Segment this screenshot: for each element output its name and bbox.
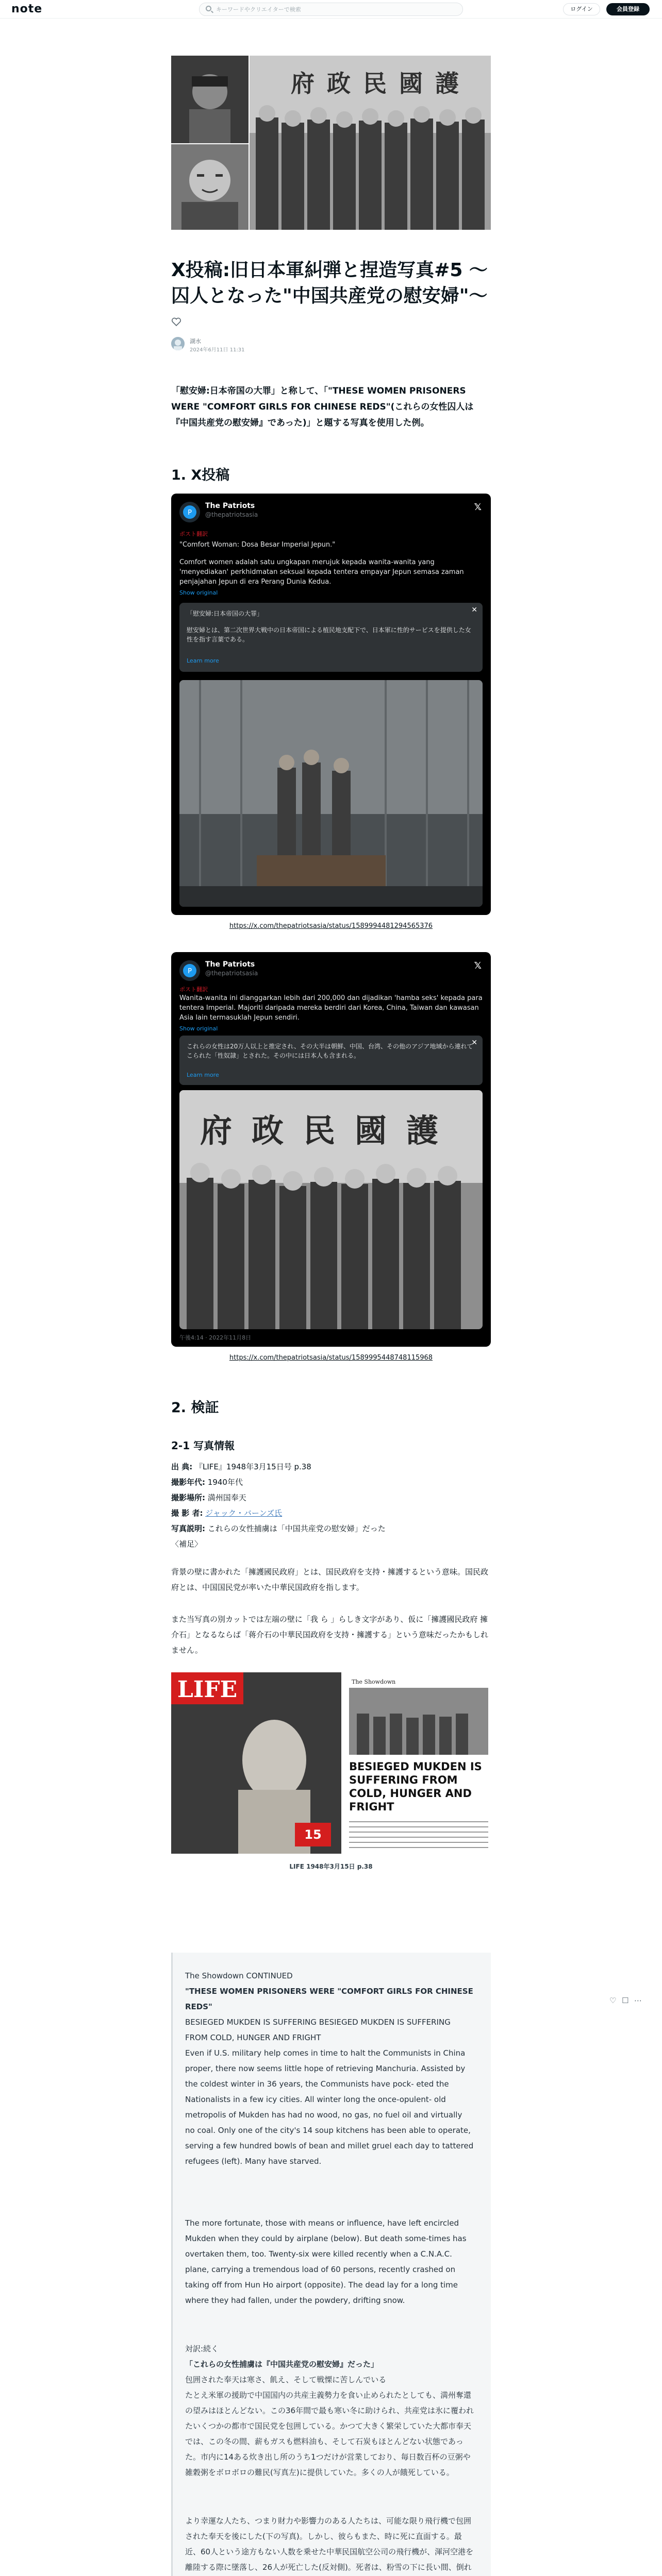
embedded-tweet-1[interactable] <box>171 494 491 915</box>
publish-date: 2024年6月11日 11:31 <box>190 347 245 353</box>
svg-text:政: 政 <box>252 1112 284 1149</box>
tweet-text: Wanita-wanita ini dianggarkan lebih dari 200,000 dan dijadikan 'hamba seks' kepada para tentera Imperial. Majoriti daripada mereka berdiri dari Korea, China, Taiwan dan kawasan Asia lain termasuklah Jepun sendiri. <box>179 994 483 1022</box>
quote-p8: 包囲された奉天は寒さ、飢え、そして戦慄に苦しんでいる <box>185 2375 387 2384</box>
svg-text:政: 政 <box>327 70 351 97</box>
note-logo[interactable]: note <box>11 3 43 15</box>
tweet-show-original[interactable]: Show original <box>179 589 218 596</box>
article-title: X投稿:旧日本軍糾弾と捏造写真#5 〜囚人となった"中国共産党の慰安婦"〜 <box>171 260 488 307</box>
svg-text:P: P <box>188 509 192 517</box>
svg-text:護: 護 <box>406 1112 439 1149</box>
hero-photo-main <box>250 56 491 230</box>
quote-p5: The more fortunate, those with means or influence, have left encircled Mukden when they could by airplane (below). But death some-times has overtaken them, too. Twenty-six were killed recently when a C.N.A.C. plane, carrying a tremendous load of 60 persons, recently crashed on taking off from Hun Ho airport (opposite). The dead lay for a long time where they had fallen, under the powdery, drifting snow. <box>185 2218 467 2305</box>
tweet-show-original[interactable]: Show original <box>179 1025 218 1032</box>
info-source-label: 出 典: <box>171 1462 193 1471</box>
note-learn-more[interactable]: Learn more <box>187 657 219 664</box>
comment-icon[interactable]: ☐ <box>622 1996 629 2005</box>
tweet-text-1: "Comfort Woman: Dosa Besar Imperial Jepun." <box>179 541 336 549</box>
svg-text:民: 民 <box>363 70 387 97</box>
close-icon[interactable]: ✕ <box>471 606 477 614</box>
heart-icon[interactable]: ♡ <box>609 1996 617 2005</box>
tweet-avatar <box>179 502 200 522</box>
info-source-row <box>171 1459 491 1475</box>
heart-icon[interactable] <box>171 317 181 327</box>
quote-p9: たとえ米軍の援助で中国国内の共産主義勢力を食い止められたとしても、満州奪還の望みはほとんどない。この36年間で最も寒い冬に助けられ、共産党は氷に覆われたいくつかの都市で国民党を包囲している。かつて大きく繁栄していた大都市奉天では、この冬の間、薪もガスも燃料油も、そして石炭もほとんどない状態であった。市内に14ある炊き出し所のうち1つだけが営業しており、毎日数百杯の豆粥や雑穀粥をボロボロの難民(写真左)に提供していた。多くの人が餓死している。 <box>185 2391 474 2477</box>
lead-paragraph: 「慰安婦:日本帝国の大罪」と称して、「"THESE WOMEN PRISONERS WERE "COMFORT GIRLS FOR CHINESE REDS"(これらの女性囚人は『中国共産党の慰安婦』であった)」と題する写真を使用した例。 <box>171 386 474 428</box>
tweet-translate-flag: ポスト翻訳 <box>179 986 208 993</box>
quote-p7: 「これらの女性捕虜は『中国共産党の慰安婦』だった」 <box>185 2360 379 2369</box>
note-body: 慰安婦とは、第二次世界大戦中の日本帝国による植民地支配下で、日本軍に性的サービスを提供した女性を指す言葉である。 <box>187 626 471 643</box>
svg-text:國: 國 <box>399 70 423 97</box>
note-title: 「慰安婦:日本帝国の大罪」 <box>187 610 263 617</box>
embedded-tweet-2[interactable] <box>171 952 491 1347</box>
info-source-value: 『LIFE』1948年3月15日号 p.38 <box>195 1462 311 1471</box>
tweet-timestamp[interactable]: 午後4:14 · 2022年11月8日 <box>179 1334 252 1341</box>
tweet-text-2: Comfort women adalah satu ungkapan merujuk kepada wanita-wanita yang 'menyediakan' perkhidmatan seksual kepada tentera empayar Jepun semasa zaman penjajahan Jepun di era Perang Dunia Kedua. <box>179 558 464 586</box>
quote-p4: Even if U.S. military help comes in time to halt the Communists in China proper, there now seems little hope of retrieving Manchuria. Assisted by the coldest winter in 36 years, the Communists have pock- eted the Nationalists in a few icy cities. All winter long the once-opulent- old metropolis of Mukden has had no wood, no gas, no fuel oil and virtually no coal. Only one of the city's 14 soup kitchens has been able to operate, serving a few hundred bowls of bean and millet gruel each day to tattered refugees (left). Many have starved. <box>185 2048 474 2166</box>
photographer-link[interactable]: ジャック・バーンズ氏 <box>205 1509 283 1518</box>
tweet-2-url-link[interactable]: https://x.com/thepatriotsasia/status/1589995448748115968 <box>229 1354 433 1362</box>
quote-p6: 対訳:続く <box>185 2344 219 2353</box>
svg-text:民: 民 <box>303 1112 336 1149</box>
tweet-2-photo[interactable] <box>179 1090 483 1329</box>
login-button[interactable]: ログイン <box>563 3 600 15</box>
author-avatar[interactable] <box>171 337 185 350</box>
close-icon[interactable]: ✕ <box>471 1039 477 1047</box>
svg-text:P: P <box>188 968 192 975</box>
section-2-heading: 2. 検証 <box>171 1400 219 1416</box>
info-caption-value: これらの女性捕虜は「中国共産党の慰安婦」だった <box>207 1524 386 1533</box>
life-caption: LIFE 1948年3月15日 p.38 <box>289 1863 373 1870</box>
supplement-paragraph-2: また当写真の別カットでは左端の壁に「我 ら 」らしき文字があり、仮に「擁護國民政府 擁介石」となるならば「蒋介石の中華民国政府を支持・擁護する」という意味だったかもしれません。 <box>171 1615 489 1655</box>
svg-text:府: 府 <box>291 70 315 97</box>
info-supplement: 〈補足〉 <box>171 1539 203 1549</box>
note-body: これらの女性は20万人以上と推定され、その大半は朝鮮、中国、台湾、その他のアジア地域から連れてこられた「性奴隷」とされた。その中には日本人も含まれる。 <box>187 1043 473 1059</box>
hero-photo-bottom-left <box>171 144 249 230</box>
svg-text:護: 護 <box>435 70 459 97</box>
tweet-avatar <box>179 960 200 981</box>
tweet-name[interactable]: The Patriots <box>205 960 255 969</box>
info-year-label: 撮影年代: <box>171 1478 205 1487</box>
quote-p1: The Showdown CONTINUED <box>185 1971 293 1980</box>
x-logo-icon[interactable]: 𝕏 <box>474 502 482 513</box>
photo-info-block <box>171 1459 491 1552</box>
info-photographer-label: 撮 影 者: <box>171 1509 203 1518</box>
svg-text:國: 國 <box>355 1112 387 1149</box>
info-year-value: 1940年代 <box>207 1478 243 1487</box>
tweet-1-url-link[interactable]: https://x.com/thepatriotsasia/status/1589994481294565376 <box>229 922 433 930</box>
tweet-community-note <box>179 1036 483 1085</box>
info-place-label: 撮影場所: <box>171 1493 205 1502</box>
quote-block <box>171 1953 491 2576</box>
life-showdown-label: The Showdown <box>352 1679 396 1685</box>
top-bar <box>0 0 662 19</box>
section-1-heading: 1. X投稿 <box>171 467 230 483</box>
info-photographer-row <box>171 1505 491 1521</box>
x-logo-icon[interactable]: 𝕏 <box>474 960 482 971</box>
quote-p2: "THESE WOMEN PRISONERS WERE "COMFORT GIRLS FOR CHINESE REDS" <box>185 1987 473 2011</box>
hero-photo-top-left <box>171 56 249 143</box>
search-box[interactable] <box>199 3 463 16</box>
quote-p10: より幸運な人たち、つまり財力や影響力のある人たちは、可能な限り飛行機で包囲された奉天を後にした(下の写真)。しかし、彼らもまた、時に死に直面する。最近、60人という途方もない人数を乗せた中華民国航空公司の飛行機が、渾河空港を離陸する際に墜落し、26人が死亡した(反対側)。死者は、粉雪の下に長い間、倒れ <box>185 2516 474 2572</box>
note-learn-more[interactable]: Learn more <box>187 1072 219 1078</box>
search-input[interactable] <box>216 5 453 14</box>
life-headline: BESIEGED MUKDEN IS SUFFERING FROM COLD, HUNGER AND FRIGHT <box>349 1760 482 1813</box>
info-place-row <box>171 1490 491 1505</box>
life-magazine-image[interactable] <box>171 1672 491 1854</box>
author-name[interactable]: 湖水 <box>190 338 201 345</box>
life-price: 15 <box>304 1827 322 1842</box>
info-place-value: 満州国奉天 <box>207 1493 246 1502</box>
info-year-row <box>171 1475 491 1490</box>
tweet-handle[interactable]: @thepatriotsasia <box>205 511 258 518</box>
tweet-name[interactable]: The Patriots <box>205 502 255 510</box>
tweet-community-note <box>179 603 483 672</box>
quote-p3: BESIEGED MUKDEN IS SUFFERING BESIEGED MUKDEN IS SUFFERING FROM COLD, HUNGER AND FRIGHT <box>185 2018 451 2042</box>
more-icon[interactable]: ⋯ <box>634 1996 642 2005</box>
tweet-translate-flag: ポスト翻訳 <box>179 531 208 537</box>
search-icon <box>206 6 211 11</box>
hero-image <box>171 56 491 230</box>
section-2-1-heading: 2-1 写真情報 <box>171 1439 235 1452</box>
info-caption-label: 写真説明: <box>171 1524 205 1533</box>
info-caption-row <box>171 1521 491 1536</box>
signup-button[interactable]: 会員登録 <box>606 3 650 15</box>
supplement-paragraph-1: 背景の壁に書かれた「擁護國民政府」とは、国民政府を支持・擁護するという意味。国民政府とは、中国国民党が率いた中華民国政府を指します。 <box>171 1567 489 1592</box>
svg-text:府: 府 <box>200 1112 233 1149</box>
life-logo: LIFE <box>177 1676 238 1703</box>
tweet-1-photo[interactable] <box>179 680 483 907</box>
tweet-handle[interactable]: @thepatriotsasia <box>205 970 258 977</box>
